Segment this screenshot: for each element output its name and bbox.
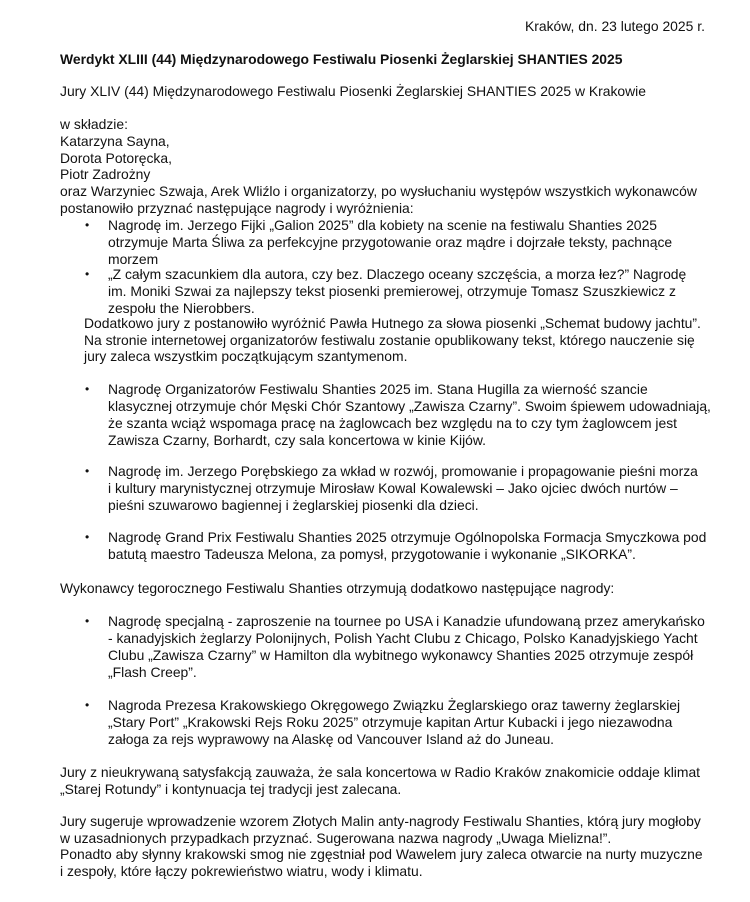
award-line: morzem bbox=[108, 251, 159, 267]
award-item-porebski bbox=[108, 463, 712, 514]
award-line: i kultury marynistycznej otrzymuje Mirosław Kowal Kowalewski – Jako ojciec dwóch nurtów – bbox=[108, 480, 678, 496]
jury-line: Jury XLIV (44) Międzynarodowego Festiwalu Piosenki Żeglarskiej SHANTIES 2025 w Krakowie bbox=[60, 83, 646, 99]
bullet-icon: • bbox=[85, 698, 90, 712]
bullet-icon: • bbox=[85, 218, 90, 232]
award-line: pieśni szuwarowo bagiennej i żeglarskiej piosenki dla dzieci. bbox=[108, 497, 479, 513]
date-line: Kraków, dn. 23 lutego 2025 r. bbox=[525, 18, 705, 34]
closing-line: i zespoły, które łączy pokrewieństwo wiatru, wody i klimatu. bbox=[60, 863, 423, 879]
bullet-icon: • bbox=[85, 267, 90, 281]
award-item-galion bbox=[108, 217, 712, 268]
jury-member: Katarzyna Sayna, bbox=[60, 133, 170, 149]
award-line: - kanadyjskich żeglarzy Polonijnych, Polish Yacht Clubu z Chicago, Polsko Kanadyjskiego Yacht bbox=[108, 630, 698, 646]
bullet-icon: • bbox=[85, 382, 90, 396]
award-item-hugill bbox=[108, 381, 712, 449]
composition-intro: w składzie: bbox=[60, 116, 128, 132]
document-title: Werdykt XLIII (44) Międzynarodowego Festiwalu Piosenki Żeglarskiej SHANTIES 2025 bbox=[60, 51, 623, 67]
award-item-szwaja bbox=[108, 266, 712, 317]
award-line: „Stary Port” „Krakowski Rejs Roku 2025” otrzymuje kapitan Artur Kubacki i jego niezawodna bbox=[108, 714, 673, 730]
award-line: „Z całym szacunkiem dla autora, czy bez. Dlaczego oceany szczęścia, a morza łez?” Nagrodę bbox=[108, 266, 687, 282]
jury-member: Dorota Potoręcka, bbox=[60, 150, 172, 166]
performers-intro: Wykonawcy tegorocznego Festiwalu Shanties otrzymują dodatkowo następujące nagrody: bbox=[60, 580, 615, 596]
closing-line: „Starej Rotundy” i kontynuacja tej tradycji jest zalecana. bbox=[60, 781, 402, 797]
award-line: batutą maestro Tadeusza Melona, za pomysł, przygotowanie i wykonanie „SIKORKA”. bbox=[108, 546, 636, 562]
additional-line: Na stronie internetowej organizatorów festiwalu zostanie opublikowany tekst, którego nauczenie się bbox=[84, 332, 695, 348]
bullet-icon: • bbox=[85, 464, 90, 478]
award-line: Nagrodę im. Jerzego Fijki „Galion 2025” dla kobiety na scenie na festiwalu Shanties 2025 bbox=[108, 217, 657, 233]
award-line: otrzymuje Marta Śliwa za perfekcyjne przygotowanie oraz mądre i dojrzałe teksty, pachnące bbox=[108, 234, 673, 250]
award-line: klasycznej otrzymuje chór Męski Chór Szantowy „Zawisza Czarny”. Swoim śpiewem udowadniają, bbox=[108, 398, 711, 414]
closing-paragraph-rotunda bbox=[60, 764, 712, 798]
bullet-icon: • bbox=[85, 614, 90, 628]
closing-line: Ponadto aby słynny krakowski smog nie zgęstniał pod Wawelem jury zaleca otwarcie na nurty muzyczne bbox=[60, 846, 703, 862]
award-line: Nagrodę Grand Prix Festiwalu Shanties 2025 otrzymuje Ogólnopolska Formacja Smyczkowa pod bbox=[108, 529, 707, 545]
award-line: Zawisza Czarny, Borhardt, czy sala koncertowa w kinie Kijów. bbox=[108, 432, 487, 448]
closing-line: w uzasadnionych przypadkach przyznać. Sugerowana nazwa nagrody „Uwaga Mielizna!”. bbox=[60, 830, 612, 846]
award-line: Nagrodę Organizatorów Festiwalu Shanties 2025 im. Stana Hugilla za wierność szancie bbox=[108, 381, 648, 397]
award-line: „Flash Creep”. bbox=[108, 664, 197, 680]
additional-line: Dodatkowo jury z postanowiło wyróżnić Pawła Hutnego za słowa piosenki „Schemat budowy jachtu”. bbox=[84, 315, 701, 331]
award-line: Nagrodę specjalną - zaproszenie na tournee po USA i Kanadzie ufundowaną przez amerykańsko bbox=[108, 613, 705, 629]
award-line: że szanta wciąż wspomaga pracę na żaglowcach bez względu na to czy tym żaglowcem jest bbox=[108, 415, 678, 431]
closing-line: Jury z nieukrywaną satysfakcją zauważa, że sala koncertowa w Radio Kraków znakomicie oddaje klimat bbox=[60, 764, 701, 780]
award-line: Nagrodę im. Jerzego Porębskiego za wkład w rozwój, promowanie i propagowanie pieśni morza bbox=[108, 463, 698, 479]
award-line: Clubu „Zawisza Czarny” w Hamilton dla wybitnego wykonawcy Shanties 2025 otrzymuje zespół bbox=[108, 647, 694, 663]
award-line: im. Moniki Szwai za najlepszy tekst piosenki premierowej, otrzymuje Tomasz Szuszkiewicz z bbox=[108, 283, 676, 299]
bullet-icon: • bbox=[85, 530, 90, 544]
closing-line: Jury sugeruje wprowadzenie wzorem Złotych Malin anty-nagrody Festiwalu Shanties, którą jury mogłoby bbox=[60, 813, 701, 829]
additional-line: jury zaleca wszystkim początkującym szantymenom. bbox=[84, 348, 408, 364]
composition-line: postanowiło przyznać następujące nagrody i wyróżnienia: bbox=[60, 200, 414, 216]
award-item-rejs-roku bbox=[108, 697, 712, 748]
composition-line: oraz Warzyniec Szwaja, Arek Wliźlo i organizatorzy, po wysłuchaniu występów wszystkich wykonawców bbox=[60, 183, 697, 199]
award-item-tournee bbox=[108, 613, 712, 681]
award-line: załoga za rejs wyprawowy na Alaskę od Vancouver Island aż do Juneau. bbox=[108, 731, 555, 747]
award-item-grand-prix bbox=[108, 529, 712, 563]
award-line: Nagroda Prezesa Krakowskiego Okręgowego Związku Żeglarskiego oraz tawerny żeglarskiej bbox=[108, 697, 681, 713]
jury-member: Piotr Zadrożny bbox=[60, 166, 151, 182]
award-line: zespołu the Nierobbers. bbox=[108, 300, 255, 316]
